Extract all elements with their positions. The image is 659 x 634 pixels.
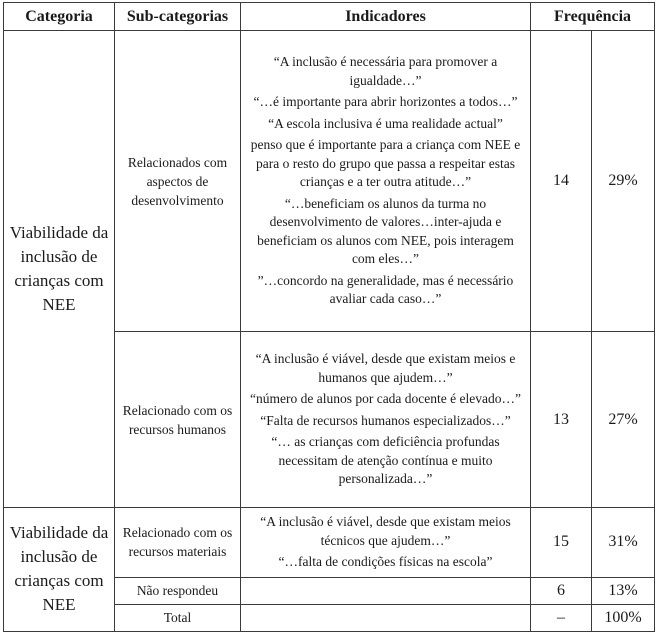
indicador-text: “A inclusão é viável, desde que existam meios e humanos que ajudem…”	[255, 351, 516, 385]
header-subcategorias: Sub-categorias	[115, 3, 241, 31]
total-n: –	[531, 604, 592, 631]
nao-respondeu-label: Não respondeu	[115, 577, 241, 604]
empty-cell	[241, 604, 531, 631]
indicador-text: “A inclusão é viável, desde que existam meios técnicos que ajudem…”	[260, 514, 511, 548]
indicador-text: “…falta de condições físicas na escola”	[278, 554, 493, 569]
header-indicadores: Indicadores	[241, 3, 531, 31]
indicador-text: “…beneficiam os alunos da turma no desenvolvimento de valores…inter-ajuda e beneficiam os alunos com NEE, pois interagem com eles…”	[257, 195, 514, 267]
nao-respondeu-n: 6	[531, 577, 592, 604]
indicador-text: “Falta de recursos humanos especializados…”	[260, 412, 511, 428]
frequency-table	[3, 2, 655, 632]
indicador-text: ”…concordo na generalidade, mas é necessário avaliar cada caso…”	[257, 272, 514, 307]
frequencia-n: 15	[531, 508, 592, 578]
total-label: Total	[115, 604, 241, 631]
header-frequencia: Frequência	[531, 3, 655, 31]
subcategoria-cell: Relacionados com aspectos de desenvolvimento	[115, 31, 241, 332]
frequencia-pct: 31%	[592, 508, 655, 578]
indicadores-cell	[241, 332, 531, 508]
indicador-text: “… as crianças com deficiência profundas necessitam de atenção contínua e muito personalizada…”	[271, 434, 500, 487]
header-categoria: Categoria	[4, 3, 115, 31]
indicador-text: “A inclusão é necessária para promover a igualdade…”	[273, 54, 498, 88]
subcategoria-cell: Relacionado com os recursos humanos	[115, 332, 241, 508]
table-row	[4, 31, 655, 332]
frequencia-pct: 27%	[592, 332, 655, 508]
indicador-text: “…é importante para abrir horizontes a todos…”	[253, 94, 518, 110]
subcategoria-cell: Relacionado com os recursos materiais	[115, 508, 241, 578]
table-row	[4, 508, 655, 578]
categoria-cell: Viabilidade da inclusão de crianças com NEE	[4, 508, 115, 632]
indicador-text: “A escola inclusiva é uma realidade actual”	[268, 115, 503, 131]
indicadores-cell	[241, 31, 531, 332]
frequencia-n: 14	[531, 31, 592, 332]
categoria-cell: Viabilidade da inclusão de crianças com NEE	[4, 31, 115, 508]
indicador-text: penso que é importante para a criança com NEE e para o resto do grupo que passa a respeitar estas crianças e a ter outra atitude…”	[250, 137, 521, 190]
indicadores-cell	[241, 508, 531, 578]
header-row	[4, 3, 655, 31]
empty-cell	[241, 577, 531, 604]
nao-respondeu-pct: 13%	[592, 577, 655, 604]
frequencia-pct: 29%	[592, 31, 655, 332]
total-pct: 100%	[592, 604, 655, 631]
frequencia-n: 13	[531, 332, 592, 508]
indicador-text: “número de alunos por cada docente é elevado…”	[249, 391, 521, 407]
